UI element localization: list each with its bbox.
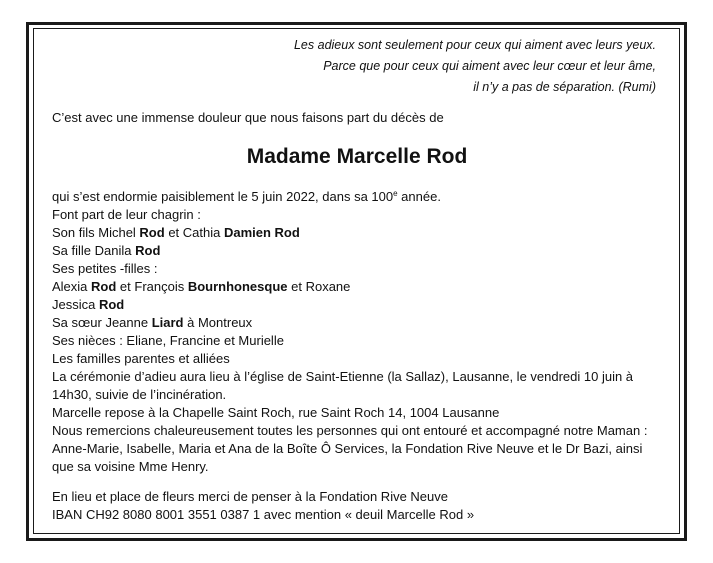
daughter-line: Sa fille Danila Rod xyxy=(52,243,161,258)
death-line: qui s’est endormie paisiblement le 5 juin 2022, dans sa 100e année. xyxy=(52,189,441,204)
donation-line-2: IBAN CH92 8080 8001 3551 0387 1 avec mention « deuil Marcelle Rod » xyxy=(52,507,475,522)
families-line: Les familles parentes et alliées xyxy=(52,351,230,366)
thanks-text: Nous remercions chaleureusement toutes les personnes qui ont entouré et accompagné notre Maman : Anne-Marie, Isabelle, Maria et Ana de la Boîte Ô Services, la Fondation Rive Neuve et le Dr Bazi, ainsi que sa voisine Mme Henry. xyxy=(52,423,648,474)
grandchildren-label: Ses petites -filles : xyxy=(52,261,158,276)
ceremony-text: La cérémonie d’adieu aura lieu à l’église de Saint-Etienne (la Sallaz), Lausanne, le vendredi 10 juin à 14h30, suivie de l’incinération. xyxy=(52,369,634,402)
grandchild-line: Jessica Rod xyxy=(52,297,125,312)
quote-line-2: Parce que pour ceux qui aiment avec leur cœur et leur âme, xyxy=(323,59,656,73)
quote-line-1: Les adieux sont seulement pour ceux qui aiment avec leurs yeux. xyxy=(293,38,656,52)
quote-line-3: il n’y a pas de séparation. (Rumi) xyxy=(473,80,656,94)
sister-line: Sa sœur Jeanne Liard à Montreux xyxy=(52,315,253,330)
family-intro: Font part de leur chagrin : xyxy=(52,207,201,222)
rest-place-text: Marcelle repose à la Chapelle Saint Roch, rue Saint Roch 14, 1004 Lausanne xyxy=(52,405,500,420)
grandchildren-line: Alexia Rod et François Bournhonesque et Roxane xyxy=(52,279,351,294)
donation-line-1: En lieu et place de fleurs merci de penser à la Fondation Rive Neuve xyxy=(52,489,448,504)
rumi-quote xyxy=(52,35,656,98)
obituary-notice xyxy=(52,35,662,524)
son-line: Son fils Michel Rod et Cathia Damien Rod xyxy=(52,225,300,240)
nieces-line: Ses nièces : Eliane, Francine et Murielle xyxy=(52,333,284,348)
deceased-name: Madame Marcelle Rod xyxy=(246,145,468,168)
intro-text: C’est avec une immense douleur que nous faisons part du décès de xyxy=(52,110,444,125)
